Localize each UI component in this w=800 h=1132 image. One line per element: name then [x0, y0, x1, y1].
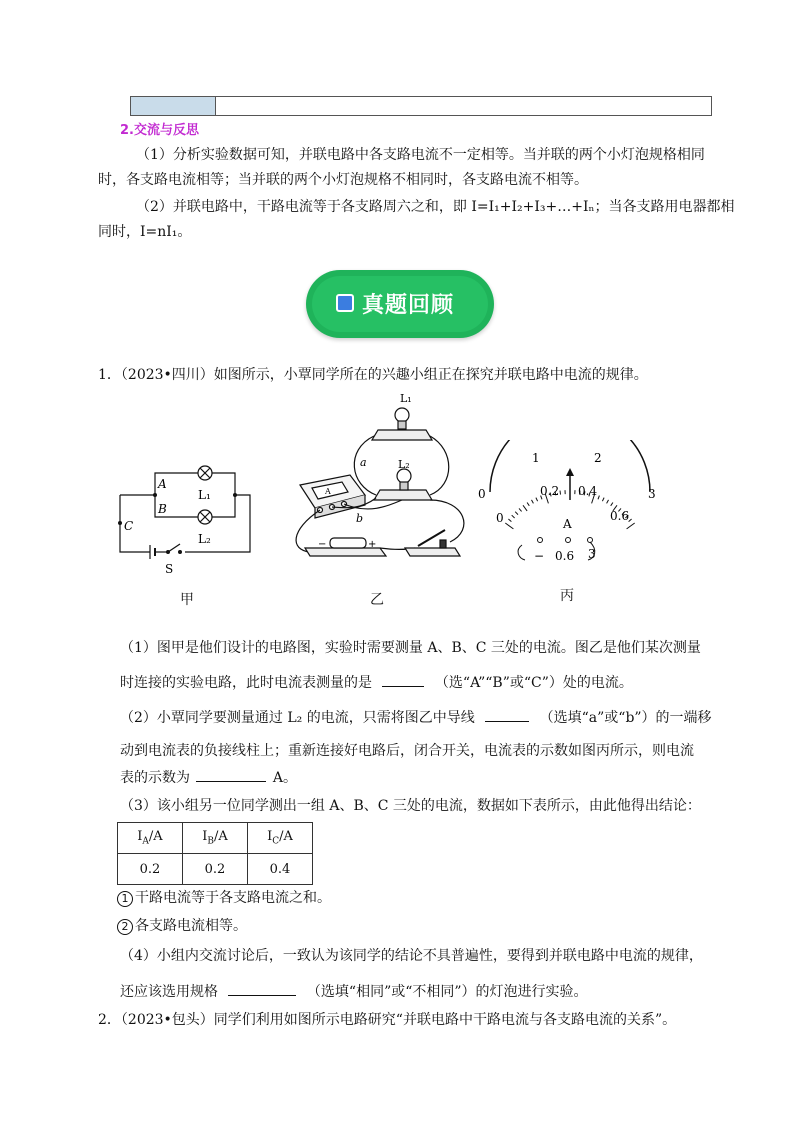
- value-ia: 0.2: [118, 854, 183, 885]
- answer-blank-1[interactable]: [382, 672, 424, 687]
- figure-yi-wiring: [290, 390, 480, 575]
- answer-blank-2[interactable]: [485, 707, 529, 722]
- q1-part2-line2: 动到电流表的负接线柱上；重新连接好电路后，闭合开关，电流表的示数如图丙所示，则电流: [120, 743, 694, 759]
- label-S: S: [165, 562, 174, 576]
- q1-part1-line2: [120, 672, 633, 693]
- label-C: C: [124, 519, 134, 533]
- q1-part4-line2: [120, 981, 588, 1002]
- q1-part2-line3: [120, 767, 297, 788]
- q1-part1-line2-a: 时连接的实验电路，此时电流表测量的是: [120, 675, 372, 691]
- data-table: [117, 822, 313, 885]
- table-remnant-row: [130, 96, 712, 116]
- header-ic: $I_C/A$: [248, 823, 313, 854]
- review-banner: [306, 270, 494, 338]
- q1-part2-line1-b: （选填“a”或“b”）的一端移: [539, 710, 712, 726]
- value-ib: 0.2: [183, 854, 248, 885]
- battery-plus: +: [368, 539, 377, 550]
- scale-top-1: 1: [532, 451, 540, 465]
- circled-number-1: 1: [117, 891, 133, 907]
- dial-tick: [607, 500, 609, 504]
- dial-tick: [505, 523, 513, 529]
- dial-tick: [515, 512, 518, 515]
- dial-tick: [508, 519, 511, 522]
- q1-part2-line3-a: 表的示数为: [120, 770, 190, 786]
- q1-part3-line1: （3）该小组另一位同学测出一组 A、B、C 三处的电流，数据如下表所示，由此他得出结论：: [120, 798, 701, 814]
- dial-tick: [602, 498, 604, 502]
- table-row: [118, 823, 313, 854]
- battery-minus: −: [318, 539, 327, 550]
- label-L2: L₂: [398, 458, 410, 471]
- scale-bottom-06: 0.6: [610, 509, 630, 523]
- scale-top-2: 2: [594, 451, 602, 465]
- dial-tick: [598, 496, 599, 500]
- figure-jia-circuit: [110, 455, 270, 580]
- q1-part2-line1: [120, 707, 712, 728]
- answer-blank-4[interactable]: [228, 981, 296, 996]
- scale-bottom-04: 0.4: [578, 484, 598, 498]
- q1-part1-line2-b: （选“A”“B”或“C”）处的电流。: [434, 675, 633, 691]
- q1-stem: 1．（2023•四川）如图所示，小覃同学所在的兴趣小组正在探究并联电路中电流的规律。: [98, 367, 648, 383]
- conclusion-2-text: 各支路电流相等。: [135, 918, 247, 934]
- section-heading: 2.交流与反思: [120, 123, 199, 138]
- figure-bing-caption: 丙: [560, 588, 574, 604]
- figure-yi-caption: 乙: [370, 592, 384, 608]
- figure-bing-dial: [470, 440, 670, 575]
- terminal-minus: −: [534, 549, 545, 563]
- label-L1: L₁: [198, 488, 211, 502]
- banner-label: 真题回顾: [362, 293, 455, 318]
- q1-part2-line1-a: （2）小覃同学要测量通过 L₂ 的电流，只需将图乙中导线: [120, 710, 475, 726]
- dial-unit: A: [563, 517, 572, 531]
- q1-part4-line2-b: （选填“相同”或“不相同”）的灯泡进行实验。: [306, 984, 588, 1000]
- label-a: a: [360, 456, 367, 469]
- dial-tick: [512, 515, 515, 518]
- figure-jia-caption: 甲: [180, 592, 194, 608]
- dial-tick: [611, 503, 613, 506]
- dial-tick: [527, 503, 529, 506]
- label-b: b: [356, 512, 364, 525]
- dial-tick: [532, 500, 534, 504]
- q1-part2-line3-b: A。: [272, 770, 298, 786]
- conclusion-2: [117, 916, 247, 936]
- reflection-p2-line1: （2）并联电路中，干路电流等于各支路周六之和，即 I=I₁+I₂+I₃+…+Iₙ；当各支路用电器都相: [136, 199, 735, 215]
- table-row: [118, 854, 313, 885]
- conclusion-1: [117, 888, 331, 908]
- dial-tick: [627, 523, 635, 529]
- answer-blank-3[interactable]: [196, 767, 266, 782]
- scale-top-0: 0: [478, 487, 486, 501]
- dial-tick: [519, 508, 522, 511]
- dial-tick: [523, 505, 527, 511]
- label-A: A: [158, 477, 167, 491]
- ammeter-label: A: [325, 487, 331, 496]
- table-remnant-header-cell: [131, 97, 216, 115]
- value-ic: 0.4: [248, 854, 313, 885]
- scale-bottom-02: 0.2: [540, 484, 560, 498]
- scale-bottom-0: 0: [496, 511, 504, 525]
- scale-top-3: 3: [648, 487, 656, 501]
- q2-stem: 2．（2023•包头）同学们利用如图所示电路研究“并联电路中干路电流与各支路电流的关系”。: [98, 1012, 677, 1028]
- label-L2: L₂: [198, 532, 211, 546]
- conclusion-1-text: 干路电流等于各支路电流之和。: [135, 890, 331, 906]
- header-ib: $I_B/A$: [183, 823, 248, 854]
- reflection-p1-line2: 时，各支路电流相等；当并联的两个小灯泡规格不相同时，各支路电流不相等。: [98, 172, 588, 188]
- terminal-06: 0.6: [555, 549, 575, 563]
- chart-icon: [336, 294, 354, 312]
- q1-part4-line1: （4）小组内交流讨论后，一致认为该同学的结论不具普遍性，要得到并联电路中电流的规律，: [120, 948, 703, 964]
- reflection-p1-line1: （1）分析实验数据可知，并联电路中各支路电流不一定相等。当并联的两个小灯泡规格相同: [136, 147, 705, 163]
- terminal-3: 3: [588, 547, 596, 561]
- header-ia: $I_A/A$: [118, 823, 183, 854]
- reflection-p2-line2: 同时，I=nI₁。: [98, 224, 192, 240]
- circled-number-2: 2: [117, 919, 133, 935]
- label-B: B: [158, 502, 167, 516]
- q1-part1-line1: （1）图甲是他们设计的电路图，实验时需要测量 A、B、C 三处的电流。图乙是他们某次测量: [120, 640, 701, 656]
- label-L1: L₁: [400, 392, 412, 405]
- dial-tick: [560, 491, 561, 495]
- dial-tick: [536, 498, 538, 502]
- q1-part4-line2-a: 还应该选用规格: [120, 984, 218, 1000]
